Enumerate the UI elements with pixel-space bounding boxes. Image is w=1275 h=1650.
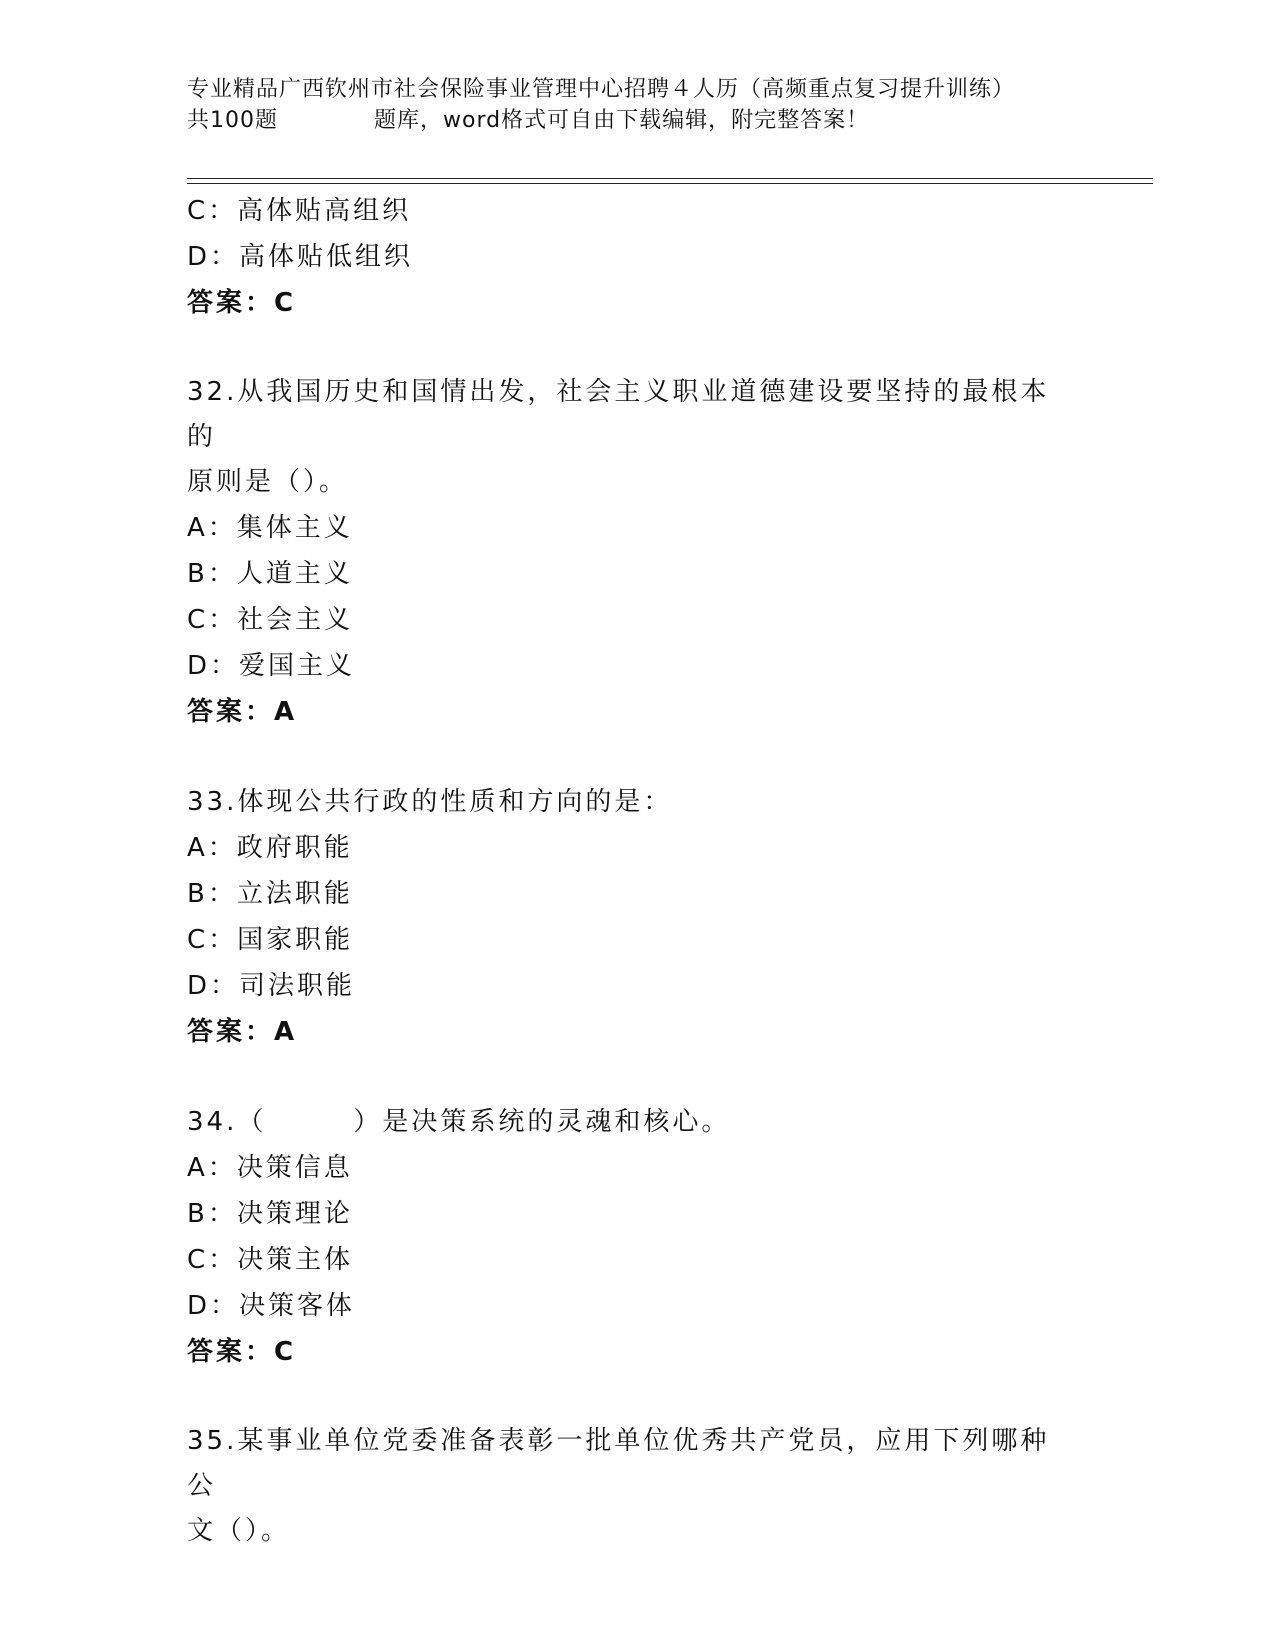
question-stem: 35.某事业单位党委准备表彰一批单位优秀共产党员，应用下列哪种公 文（）。 bbox=[187, 1426, 1050, 1546]
header-divider-bottom bbox=[187, 183, 1153, 184]
question-number: 34. bbox=[187, 1107, 238, 1137]
option-c: C：高体贴高组织 bbox=[187, 196, 412, 226]
question-stem: 33.体现公共行政的性质和方向的是： bbox=[187, 787, 673, 817]
option-a: A：集体主义 bbox=[187, 513, 353, 543]
option-b: B：人道主义 bbox=[187, 559, 353, 589]
option-c: C：决策主体 bbox=[187, 1245, 354, 1275]
header-description: 题库，word格式可自由下载编辑，附完整答案！ bbox=[374, 108, 870, 133]
question-35 bbox=[187, 1419, 1087, 1554]
answer-line: 答案：C bbox=[187, 1337, 297, 1367]
option-b: B：立法职能 bbox=[187, 879, 353, 909]
question-number: 35. bbox=[187, 1426, 238, 1456]
answer-line: 答案：C bbox=[187, 288, 297, 318]
option-a: A：决策信息 bbox=[187, 1153, 353, 1183]
option-b: B：决策理论 bbox=[187, 1199, 353, 1229]
option-a: A：政府职能 bbox=[187, 833, 353, 863]
option-d: D：高体贴低组织 bbox=[187, 242, 414, 272]
answer-line: 答案：A bbox=[187, 1017, 298, 1047]
header-question-count: 共100题 bbox=[187, 108, 278, 133]
question-stem: 32.从我国历史和国情出发，社会主义职业道德建设要坚持的最根本的 原则是（）。 bbox=[187, 377, 1050, 497]
prev-question-tail bbox=[187, 188, 1087, 326]
question-number: 33. bbox=[187, 787, 238, 817]
question-34 bbox=[187, 1099, 1087, 1375]
question-33 bbox=[187, 779, 1087, 1055]
header-subtitle-line bbox=[187, 105, 1087, 136]
header-divider-top bbox=[187, 178, 1153, 179]
option-c: C：国家职能 bbox=[187, 925, 354, 955]
option-text: 高体贴低组织 bbox=[239, 242, 414, 272]
page-header bbox=[187, 74, 1087, 136]
option-d: D：决策客体 bbox=[187, 1291, 356, 1321]
option-text: 高体贴高组织 bbox=[237, 196, 412, 226]
answer-line: 答案：A bbox=[187, 697, 298, 727]
option-d: D：司法职能 bbox=[187, 971, 356, 1001]
question-number: 32. bbox=[187, 377, 238, 407]
question-32 bbox=[187, 370, 1087, 735]
question-stem: 34.（ ）是决策系统的灵魂和核心。 bbox=[187, 1107, 731, 1137]
header-title-line: 专业精品广西钦州市社会保险事业管理中心招聘４人历（高频重点复习提升训练） bbox=[187, 77, 1016, 102]
question-list bbox=[187, 188, 1087, 1554]
option-c: C：社会主义 bbox=[187, 605, 354, 635]
option-d: D：爱国主义 bbox=[187, 651, 356, 681]
